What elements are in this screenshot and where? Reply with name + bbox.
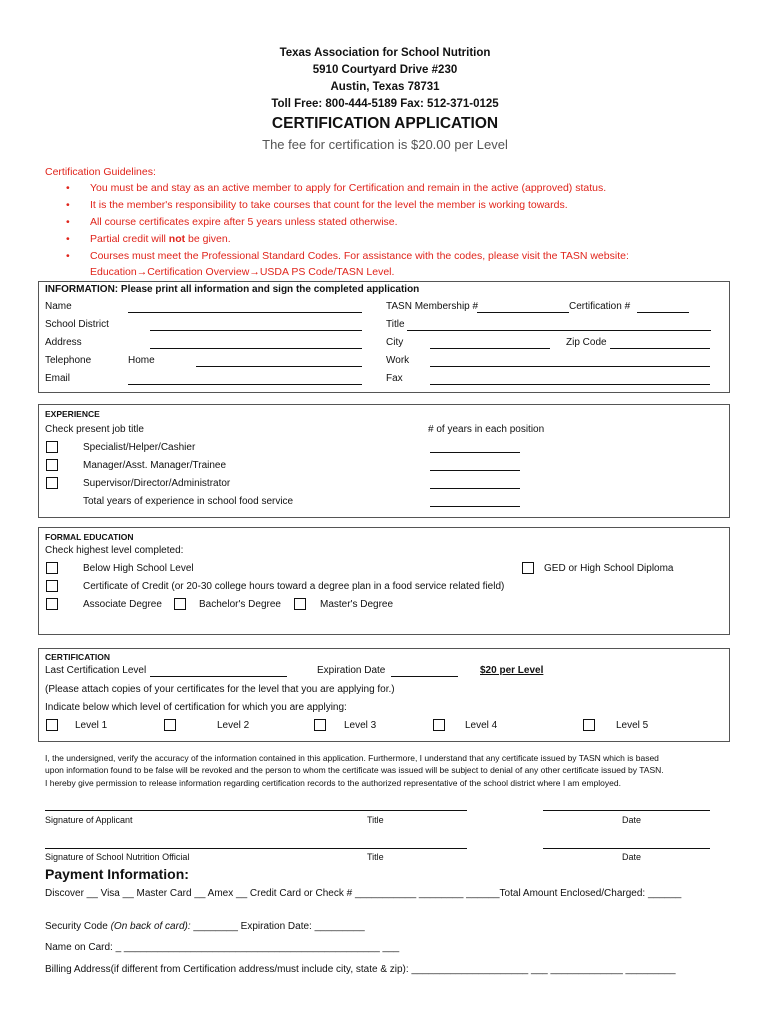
experience-subheading: Check present job title: [45, 424, 144, 435]
manager-checkbox[interactable]: [46, 459, 58, 471]
name-field[interactable]: [128, 312, 362, 313]
payment-cards-line[interactable]: Discover __ Visa __ Master Card __ Amex __ Credit Card or Check # ___________ ________ ______Total Amount Enclosed/Charged: ______: [45, 888, 682, 899]
bullet-icon: •: [66, 199, 70, 211]
level-2-checkbox[interactable]: [164, 719, 176, 731]
bachelor-label: Bachelor's Degree: [199, 599, 281, 610]
expiration-label: Expiration Date: [317, 665, 386, 676]
district-label: School District: [45, 319, 109, 330]
official-date-label: Date: [622, 852, 642, 862]
work-phone-field[interactable]: [430, 366, 710, 367]
title-label: Title: [386, 319, 405, 330]
security-italic: (On back of card):: [110, 921, 191, 932]
information-section: [38, 281, 730, 393]
master-checkbox[interactable]: [294, 598, 306, 610]
applicant-signature-field[interactable]: [45, 810, 467, 811]
guideline-courses-2: Education→Certification Overview→USDA PS Code/TASN Level.: [90, 266, 395, 278]
official-date-field[interactable]: [543, 848, 710, 849]
specialist-checkbox[interactable]: [46, 441, 58, 453]
bullet-icon: •: [66, 233, 70, 245]
partial-not: not: [168, 233, 186, 245]
security-post: ________ Expiration Date: _________: [190, 921, 365, 932]
applicant-title-label: Title: [367, 815, 384, 825]
below-hs-label: Below High School Level: [83, 563, 194, 574]
telephone-label: Telephone: [45, 355, 92, 366]
fax-label: Fax: [386, 373, 403, 384]
zip-field[interactable]: [610, 348, 710, 349]
expiration-field[interactable]: [391, 676, 458, 677]
name-label: Name: [45, 301, 72, 312]
price-per-level: $20 per Level: [480, 665, 544, 676]
work-label: Work: [386, 355, 410, 366]
level-1-checkbox[interactable]: [46, 719, 58, 731]
education-subheading: Check highest level completed:: [45, 545, 184, 556]
experience-heading: EXPERIENCE: [45, 409, 100, 419]
level-5-label: Level 5: [616, 720, 649, 731]
email-label: Email: [45, 373, 71, 384]
level-4-checkbox[interactable]: [433, 719, 445, 731]
statement-line-3: I hereby give permission to release information regarding certification records to the authorized representative of the school district where I am employed.: [45, 778, 621, 788]
address-label: Address: [45, 337, 82, 348]
guideline-partial-credit: [90, 233, 231, 245]
guideline-item: It is the member's responsibility to take courses that count for the level the member is working towards.: [90, 199, 568, 211]
membership-label: TASN Membership #: [386, 301, 479, 312]
last-level-field[interactable]: [150, 676, 287, 677]
level-2-label: Level 2: [217, 720, 250, 731]
associate-label: Associate Degree: [83, 599, 162, 610]
org-phones: Toll Free: 800-444-5189 Fax: 512-371-0125: [271, 98, 499, 110]
bullet-icon: •: [66, 250, 70, 262]
certification-heading: CERTIFICATION: [45, 652, 111, 662]
fax-field[interactable]: [430, 384, 710, 385]
guideline-item: All course certificates expire after 5 years unless stated otherwise.: [90, 216, 398, 228]
ged-label: GED or High School Diploma: [544, 563, 674, 574]
email-field[interactable]: [128, 384, 362, 385]
supervisor-label: Supervisor/Director/Administrator: [83, 478, 231, 489]
level-4-label: Level 4: [465, 720, 498, 731]
attach-note: (Please attach copies of your certificates for the level that you are applying for.): [45, 684, 395, 695]
applicant-date-label: Date: [622, 815, 642, 825]
address-field[interactable]: [150, 348, 362, 349]
level-5-checkbox[interactable]: [583, 719, 595, 731]
city-field[interactable]: [430, 348, 550, 349]
name-on-card-line[interactable]: Name on Card: _ ______________________________________________ ___: [45, 942, 400, 953]
total-years-label: Total years of experience in school food service: [83, 496, 294, 507]
partial-post: be given.: [185, 233, 231, 245]
bachelor-checkbox[interactable]: [174, 598, 186, 610]
ged-checkbox[interactable]: [522, 562, 534, 574]
guideline-item: You must be and stay as an active member to apply for Certification and remain in the active (approved) status.: [90, 182, 607, 194]
years-label: # of years in each position: [428, 424, 545, 435]
zip-label: Zip Code: [566, 337, 607, 348]
certificate-credit-label: Certificate of Credit (or 20-30 college hours toward a degree plan in a food service related field): [83, 581, 505, 592]
certificate-credit-checkbox[interactable]: [46, 580, 58, 592]
billing-address-line[interactable]: Billing Address(if different from Certification address/must include city, state & zip): _____________________ ___ _____________ _________: [45, 964, 676, 975]
home-phone-field[interactable]: [196, 366, 362, 367]
level-3-label: Level 3: [344, 720, 377, 731]
master-label: Master's Degree: [320, 599, 394, 610]
total-years-field[interactable]: [430, 506, 520, 507]
manager-years-field[interactable]: [430, 470, 520, 471]
payment-heading: Payment Information:: [45, 866, 189, 882]
page-title: CERTIFICATION APPLICATION: [271, 115, 499, 132]
applicant-signature-label: Signature of Applicant: [45, 815, 133, 825]
statement-line-1: I, the undersigned, verify the accuracy of the information contained in this application. Furthermore, I understand that any certificate issued by TASN which is based: [45, 753, 659, 763]
specialist-label: Specialist/Helper/Cashier: [83, 442, 196, 453]
district-field[interactable]: [150, 330, 362, 331]
manager-label: Manager/Asst. Manager/Trainee: [83, 460, 227, 471]
associate-checkbox[interactable]: [46, 598, 58, 610]
certification-number-label: Certification #: [569, 301, 631, 312]
security-code-line[interactable]: [45, 921, 365, 932]
official-title-label: Title: [367, 852, 384, 862]
membership-field[interactable]: [477, 312, 569, 313]
certification-number-field[interactable]: [637, 312, 689, 313]
partial-pre: Partial credit will: [90, 233, 169, 245]
org-name: Texas Association for School Nutrition: [279, 47, 491, 59]
supervisor-years-field[interactable]: [430, 488, 520, 489]
indicate-level-label: Indicate below which level of certification for which you are applying:: [45, 702, 347, 713]
official-signature-label: Signature of School Nutrition Official: [45, 852, 190, 862]
bullet-icon: •: [66, 216, 70, 228]
level-3-checkbox[interactable]: [314, 719, 326, 731]
official-signature-field[interactable]: [45, 848, 467, 849]
applicant-date-field[interactable]: [543, 810, 710, 811]
last-level-label: Last Certification Level: [45, 665, 147, 676]
supervisor-checkbox[interactable]: [46, 477, 58, 489]
security-pre: Security Code: [45, 921, 111, 932]
guidelines-heading: Certification Guidelines:: [45, 166, 156, 178]
level-1-label: Level 1: [75, 720, 108, 731]
information-heading: INFORMATION: Please print all information and sign the completed application: [45, 284, 420, 295]
statement-line-2: upon information found to be false will be revoked and the person to whom the certificate was issued will be subject to denial of any other certificate issued by TASN.: [45, 765, 664, 775]
title-field[interactable]: [407, 330, 711, 331]
city-label: City: [386, 337, 404, 348]
bullet-icon: •: [66, 182, 70, 194]
fee-note: The fee for certification is $20.00 per Level: [262, 137, 508, 152]
below-hs-checkbox[interactable]: [46, 562, 58, 574]
specialist-years-field[interactable]: [430, 452, 520, 453]
education-heading: FORMAL EDUCATION: [45, 532, 134, 542]
org-street: 5910 Courtyard Drive #230: [312, 64, 458, 76]
org-city: Austin, Texas 78731: [330, 81, 440, 93]
guideline-courses-1: Courses must meet the Professional Standard Codes. For assistance with the codes, please visit the TASN website:: [90, 250, 629, 262]
home-label: Home: [128, 355, 155, 366]
